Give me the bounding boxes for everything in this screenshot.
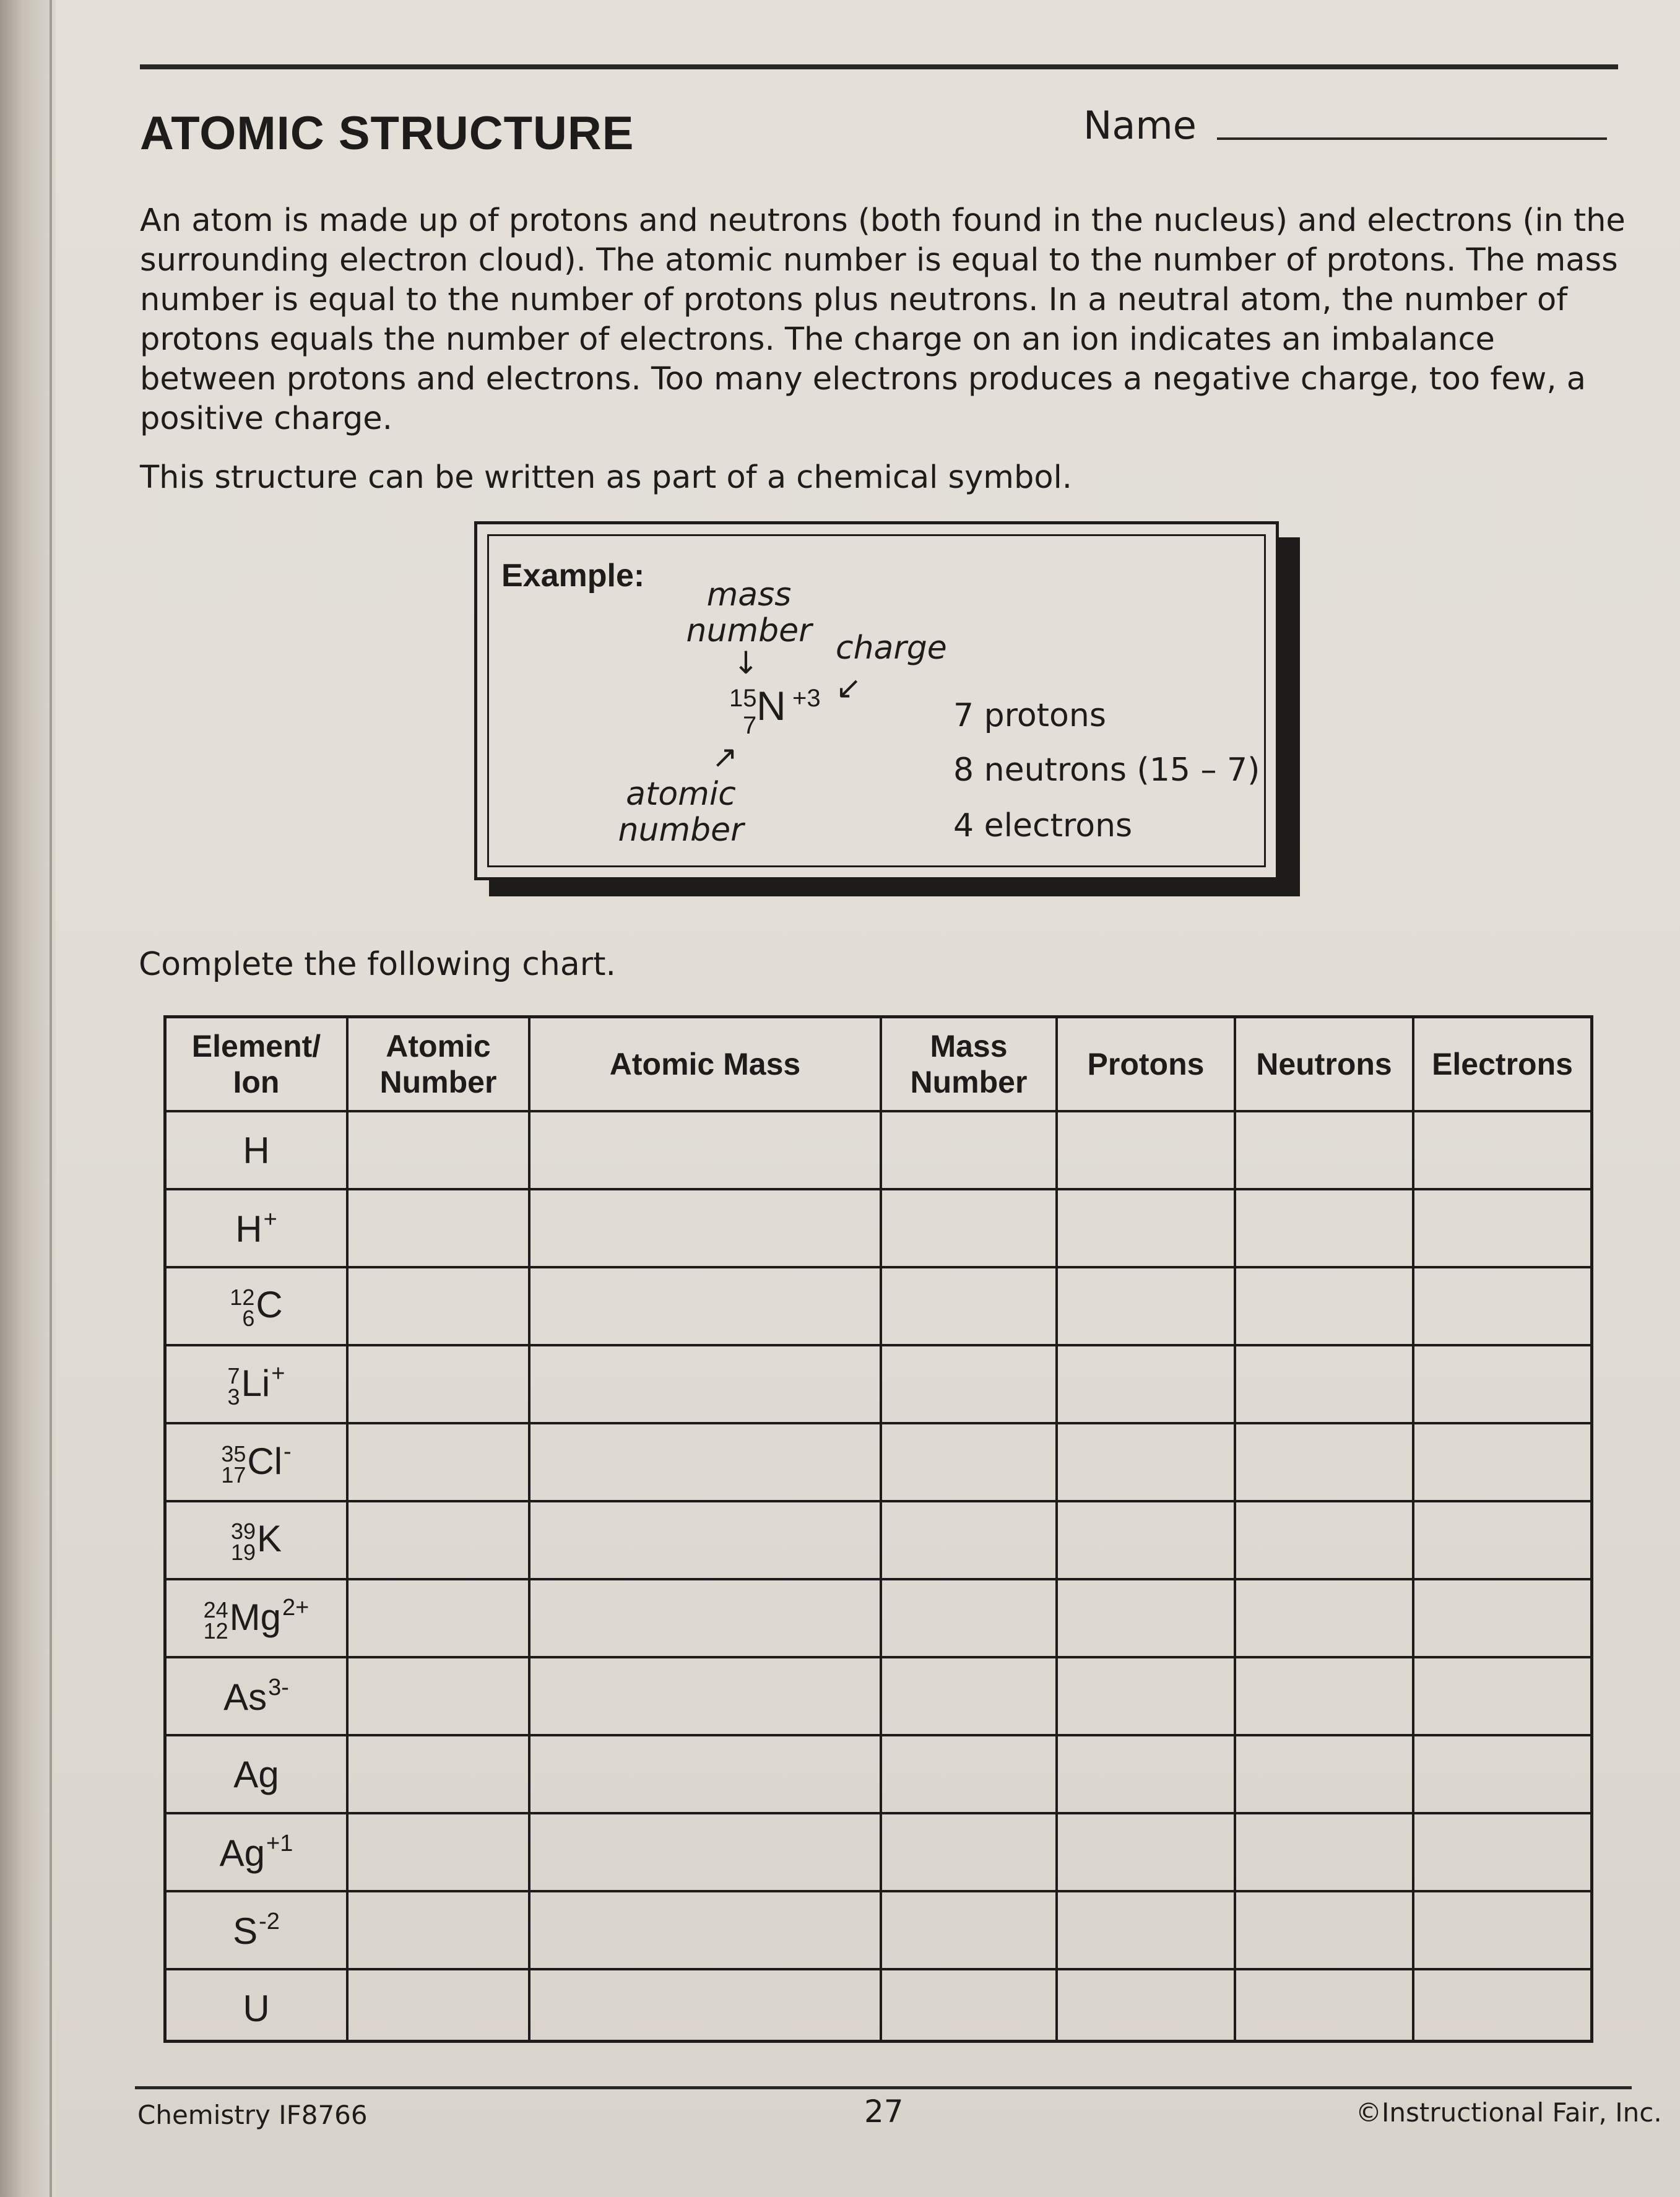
symbol-letters: Mg	[229, 1597, 282, 1639]
answer-cell[interactable]	[882, 1190, 1055, 1266]
answer-cell[interactable]	[1414, 1658, 1588, 1734]
answer-cell[interactable]	[1414, 1736, 1588, 1812]
arrow-down-left-icon: ↙	[836, 670, 862, 706]
isotope-numbers	[230, 1518, 256, 1565]
intro-paragraph: An atom is made up of protons and neutrons (both found in the nucleus) and electrons (in the surrounding electron cloud). The atomic number is equal to the number of protons. The mass number is equal to the number of protons plus neutrons. In a neutral atom, the number of protons equals the number of electrons. The charge on an ion indicates an imbalance between protons and electrons. Too many electrons produces a negative charge, too few, a positive charge.	[140, 202, 1626, 437]
symbol-note: This structure can be written as part of a chemical symbol.	[140, 459, 1072, 496]
ion-charge: -	[284, 1439, 292, 1465]
answer-cell[interactable]	[530, 1814, 880, 1890]
mass-number: 35	[221, 1441, 246, 1467]
symbol-letters: K	[257, 1518, 282, 1560]
answer-cell[interactable]	[349, 1424, 528, 1500]
name-field-line[interactable]	[1217, 137, 1607, 140]
element-symbol	[233, 1909, 280, 1952]
answer-cell[interactable]	[349, 1892, 528, 1968]
atomic-structure-chart	[163, 1015, 1593, 2043]
isotope-numbers	[230, 1284, 255, 1331]
isotope-numbers	[203, 1597, 228, 1644]
symbol-letters: S	[233, 1910, 258, 1952]
answer-cell[interactable]	[349, 1658, 528, 1734]
symbol-letters: Ag	[219, 1832, 266, 1874]
answer-cell[interactable]	[530, 1892, 880, 1968]
answer-cell[interactable]	[530, 1736, 880, 1812]
atomic-number: 3	[227, 1384, 240, 1410]
ion-charge: +1	[266, 1830, 293, 1857]
element-ion-cell	[167, 1814, 346, 1890]
ion-charge: +	[263, 1206, 277, 1233]
answer-cell[interactable]	[349, 1346, 528, 1422]
element-symbol	[230, 1283, 283, 1331]
answer-cell[interactable]	[530, 1658, 880, 1734]
answer-cell[interactable]	[882, 1502, 1055, 1578]
symbol-letters: C	[256, 1284, 283, 1326]
answer-cell[interactable]	[882, 1424, 1055, 1500]
answer-cell[interactable]	[530, 1424, 880, 1500]
answer-cell[interactable]	[1414, 1424, 1588, 1500]
header-atomic-number: Atomic Number	[379, 1029, 497, 1099]
mass-number: 12	[230, 1284, 255, 1310]
answer-cell[interactable]	[1058, 1892, 1234, 1968]
answer-cell[interactable]	[1236, 1658, 1412, 1734]
answer-cell[interactable]	[1414, 1502, 1588, 1578]
answer-cell[interactable]	[1058, 1970, 1234, 2046]
element-symbol	[203, 1595, 310, 1644]
answer-cell[interactable]	[1058, 1112, 1234, 1188]
example-symbol: N	[756, 683, 786, 729]
answer-cell[interactable]	[882, 1346, 1055, 1422]
footer-book-code: Chemistry IF8766	[137, 2100, 368, 2130]
symbol-letters: Li	[241, 1363, 271, 1405]
answer-cell[interactable]	[1236, 1892, 1412, 1968]
atomic-number: 6	[242, 1305, 255, 1331]
element-ion-cell	[167, 1892, 346, 1968]
mass-number: 7	[227, 1363, 240, 1389]
answer-cell[interactable]	[349, 1970, 528, 2046]
header-atomic-mass: Atomic Mass	[609, 1047, 801, 1081]
element-ion-cell	[167, 1190, 346, 1266]
answer-cell[interactable]	[1236, 1268, 1412, 1344]
symbol-letters: U	[243, 1987, 270, 2029]
symbol-letters: Cl	[247, 1441, 283, 1483]
answer-cell[interactable]	[530, 1112, 880, 1188]
answer-cell[interactable]	[1058, 1346, 1234, 1422]
ion-charge: +	[271, 1361, 285, 1387]
mass-number: 39	[230, 1518, 256, 1544]
page-title: ATOMIC STRUCTURE	[140, 107, 634, 160]
isotope-numbers	[221, 1441, 246, 1488]
answer-cell[interactable]	[882, 1814, 1055, 1890]
ion-charge: 3-	[268, 1674, 289, 1701]
atomic-number-label: atomic number	[618, 776, 744, 849]
element-symbol	[227, 1361, 285, 1410]
answer-cell[interactable]	[1058, 1814, 1234, 1890]
symbol-letters: H	[235, 1208, 262, 1250]
element-ion-cell	[167, 1112, 346, 1188]
answer-cell[interactable]	[1058, 1658, 1234, 1734]
atomic-number: 19	[230, 1539, 256, 1565]
answer-cell[interactable]	[1236, 1580, 1412, 1656]
element-ion-cell	[167, 1424, 346, 1500]
element-symbol	[243, 1987, 269, 2030]
answer-cell[interactable]	[1236, 1190, 1412, 1266]
answer-cell[interactable]	[1414, 1814, 1588, 1890]
chart-instructions: Complete the following chart.	[139, 946, 617, 983]
example-label: Example:	[501, 558, 645, 594]
answer-cell[interactable]	[1236, 1112, 1412, 1188]
answer-cell[interactable]	[1236, 1736, 1412, 1812]
symbol-letters: Ag	[233, 1753, 279, 1795]
answer-cell[interactable]	[1414, 1892, 1588, 1968]
answer-cell[interactable]	[1414, 1580, 1588, 1656]
answer-cell[interactable]	[1058, 1268, 1234, 1344]
header-neutrons: Neutrons	[1256, 1047, 1392, 1081]
example-atomic-number: 7	[743, 712, 757, 739]
element-ion-cell	[167, 1970, 346, 2046]
example-fact-electrons: 4 electrons	[953, 807, 1133, 844]
page-fold	[50, 0, 52, 2197]
element-symbol	[223, 1675, 289, 1718]
example-fact-protons: 7 protons	[953, 697, 1106, 734]
symbol-letters: H	[243, 1129, 270, 1171]
example-mass-number: 15	[729, 685, 757, 712]
element-symbol	[235, 1207, 277, 1250]
arrow-up-right-icon: ↗	[712, 739, 738, 775]
example-fact-neutrons: 8 neutrons (15 – 7)	[953, 752, 1260, 789]
answer-cell[interactable]	[882, 1892, 1055, 1968]
answer-cell[interactable]	[1058, 1580, 1234, 1656]
answer-cell[interactable]	[1058, 1502, 1234, 1578]
header-protons: Protons	[1087, 1047, 1205, 1081]
mass-number-label: mass number	[686, 576, 812, 649]
answer-cell[interactable]	[349, 1502, 528, 1578]
answer-cell[interactable]	[1414, 1268, 1588, 1344]
answer-cell[interactable]	[349, 1190, 528, 1266]
answer-cell[interactable]	[1414, 1190, 1588, 1266]
answer-cell[interactable]	[349, 1112, 528, 1188]
element-symbol	[233, 1753, 279, 1796]
symbol-letters: As	[223, 1676, 267, 1718]
answer-cell[interactable]	[882, 1268, 1055, 1344]
answer-cell[interactable]	[882, 1970, 1055, 2046]
answer-cell[interactable]	[530, 1502, 880, 1578]
example-charge: +3	[792, 685, 821, 712]
element-symbol	[221, 1439, 292, 1488]
name-label: Name	[1083, 103, 1197, 148]
bottom-rule	[135, 2086, 1632, 2089]
answer-cell[interactable]	[1058, 1190, 1234, 1266]
answer-cell[interactable]	[882, 1580, 1055, 1656]
answer-cell[interactable]	[349, 1580, 528, 1656]
answer-cell[interactable]	[349, 1814, 528, 1890]
answer-cell[interactable]	[1414, 1346, 1588, 1422]
answer-cell[interactable]	[1058, 1736, 1234, 1812]
mass-number: 24	[203, 1597, 228, 1623]
header-electrons: Electrons	[1432, 1047, 1573, 1081]
element-ion-cell	[167, 1502, 346, 1578]
page-binding-shadow	[0, 0, 56, 2197]
answer-cell[interactable]	[1058, 1424, 1234, 1500]
isotope-numbers	[227, 1363, 240, 1410]
element-symbol	[243, 1129, 269, 1172]
page-number: 27	[864, 2094, 904, 2130]
element-ion-cell	[167, 1736, 346, 1812]
top-rule	[140, 64, 1618, 69]
footer-copyright: ©Instructional Fair, Inc.	[1356, 2097, 1662, 2128]
answer-cell[interactable]	[882, 1658, 1055, 1734]
answer-cell[interactable]	[349, 1268, 528, 1344]
arrow-down-icon: ↓	[733, 645, 759, 681]
ion-charge: -2	[259, 1908, 280, 1935]
answer-cell[interactable]	[1236, 1970, 1412, 2046]
answer-cell[interactable]	[530, 1346, 880, 1422]
answer-cell[interactable]	[530, 1190, 880, 1266]
header-mass-number: Mass Number	[910, 1029, 1028, 1099]
ion-charge: 2+	[282, 1595, 310, 1621]
answer-cell[interactable]	[1414, 1112, 1588, 1188]
element-symbol	[220, 1831, 293, 1874]
answer-cell[interactable]	[530, 1580, 880, 1656]
answer-cell[interactable]	[349, 1736, 528, 1812]
atomic-number: 12	[203, 1618, 228, 1644]
answer-cell[interactable]	[1414, 1970, 1588, 2046]
answer-cell[interactable]	[1236, 1424, 1412, 1500]
charge-label: charge	[836, 630, 947, 667]
answer-cell[interactable]	[882, 1736, 1055, 1812]
element-ion-cell	[167, 1580, 346, 1656]
header-element-ion: Element/ Ion	[191, 1029, 321, 1099]
answer-cell[interactable]	[882, 1112, 1055, 1188]
answer-cell[interactable]	[1236, 1814, 1412, 1890]
element-symbol	[230, 1517, 282, 1565]
answer-cell[interactable]	[1236, 1502, 1412, 1578]
element-ion-cell	[167, 1346, 346, 1422]
element-ion-cell	[167, 1268, 346, 1344]
answer-cell[interactable]	[530, 1268, 880, 1344]
atomic-number: 17	[221, 1462, 246, 1488]
answer-cell[interactable]	[1236, 1346, 1412, 1422]
element-ion-cell	[167, 1658, 346, 1734]
answer-cell[interactable]	[530, 1970, 880, 2046]
